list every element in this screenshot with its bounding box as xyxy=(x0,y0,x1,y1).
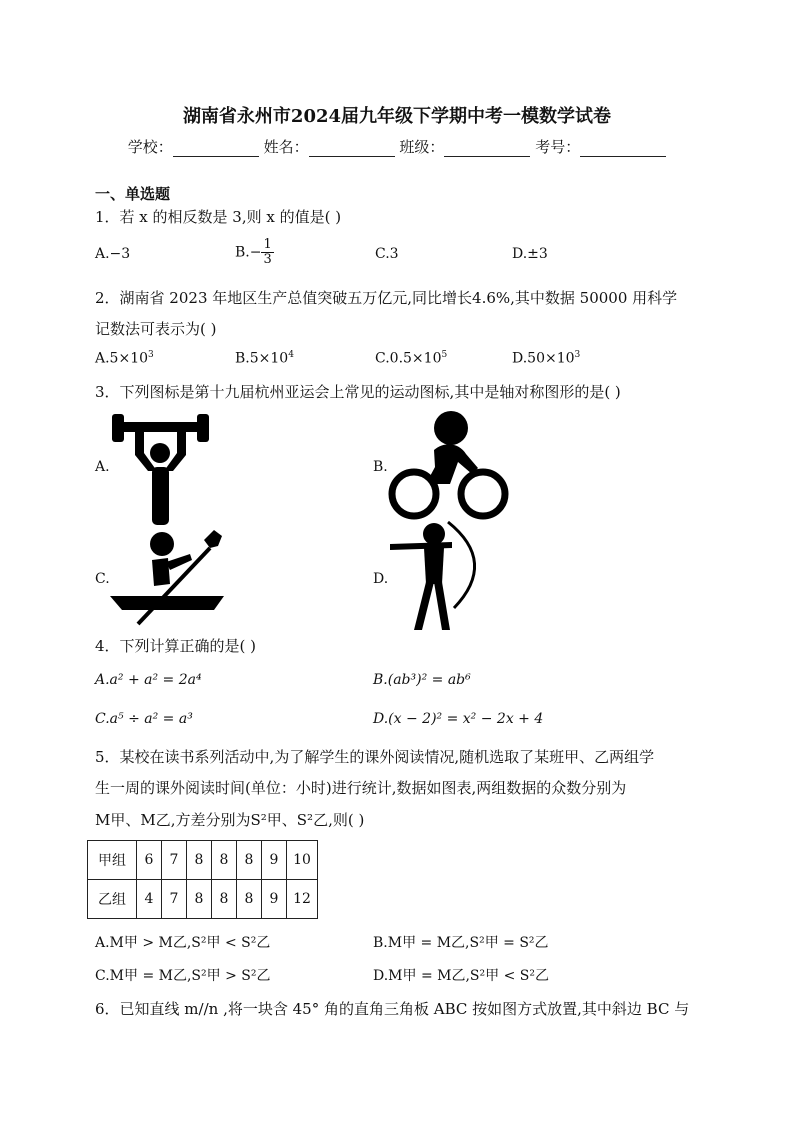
reading-time-table xyxy=(87,840,318,919)
weightlifting-icon xyxy=(108,405,213,525)
table-cell: 8 xyxy=(237,880,262,919)
table-cell: 8 xyxy=(212,880,237,919)
q1-option-b-prefix: B.− xyxy=(235,244,262,261)
table-cell: 10 xyxy=(287,841,318,880)
q5-option-a: A.M甲 > M乙,S²甲 < S²乙 xyxy=(95,935,271,951)
name-blank[interactable] xyxy=(309,140,395,157)
question-5-stem-line1: 5．某校在读书系列活动中,为了解学生的课外阅读情况,随机选取了某班甲、乙两组学 xyxy=(95,748,655,766)
table-cell: 8 xyxy=(212,841,237,880)
q2-option-c xyxy=(375,350,447,367)
q2-option-b-base: B.5×10 xyxy=(235,350,289,367)
q4-option-c: C.a⁵ ÷ a² = a³ xyxy=(95,711,193,727)
archery-icon xyxy=(388,522,490,632)
canoeing-icon xyxy=(110,528,225,628)
question-5-stem-line2: 生一周的课外阅读时间(单位：小时)进行统计,数据如图表,两组数据的众数分别为 xyxy=(95,779,627,797)
q1-option-b xyxy=(235,238,274,267)
q3-option-c: C. xyxy=(95,571,110,587)
table-cell: 9 xyxy=(262,880,287,919)
q3-option-b: B. xyxy=(373,459,388,475)
fraction xyxy=(261,238,273,267)
q1-option-d: D.±3 xyxy=(512,246,548,262)
table-cell: 12 xyxy=(287,880,318,919)
exponent: 3 xyxy=(574,350,581,360)
table-row-label: 乙组 xyxy=(88,880,137,919)
question-3-stem: 3．下列图标是第十九届杭州亚运会上常见的运动图标,其中是轴对称图形的是( ) xyxy=(95,383,621,401)
page-title: 湖南省永州市2024届九年级下学期中考一模数学试卷 xyxy=(182,106,612,127)
q3-option-d: D. xyxy=(373,571,389,587)
number-label: 考号： xyxy=(535,138,581,156)
number-blank[interactable] xyxy=(580,140,666,157)
q2-option-c-base: C.0.5×10 xyxy=(375,350,442,367)
section-heading: 一、单选题 xyxy=(95,185,171,203)
q4-option-d: D.(x − 2)² = x² − 2x + 4 xyxy=(373,711,544,727)
question-5-stem-line3: M甲、M乙,方差分别为S²甲、S²乙,则( ) xyxy=(95,811,365,829)
question-2-stem-line2: 记数法可表示为( ) xyxy=(95,320,217,338)
table-cell: 8 xyxy=(187,841,212,880)
q2-option-d xyxy=(512,350,580,367)
q2-option-d-base: D.50×10 xyxy=(512,350,575,367)
q5-option-c: C.M甲 = M乙,S²甲 > S²乙 xyxy=(95,968,271,984)
table-row-label: 甲组 xyxy=(88,841,137,880)
table-cell: 7 xyxy=(162,841,187,880)
question-1-stem: 1．若 x 的相反数是 3,则 x 的值是( ) xyxy=(95,208,342,226)
school-label: 学校： xyxy=(127,138,173,156)
table-row xyxy=(88,841,318,880)
cycling-icon xyxy=(386,410,511,522)
q5-option-b: B.M甲 = M乙,S²甲 = S²乙 xyxy=(373,935,549,951)
table-cell: 8 xyxy=(237,841,262,880)
table-cell: 7 xyxy=(162,880,187,919)
table-cell: 4 xyxy=(137,880,162,919)
question-4-stem: 4．下列计算正确的是( ) xyxy=(95,637,257,655)
q2-option-a xyxy=(95,350,154,367)
fraction-denominator: 3 xyxy=(263,252,272,267)
exponent: 5 xyxy=(441,350,448,360)
q5-option-d: D.M甲 = M乙,S²甲 < S²乙 xyxy=(373,968,549,984)
q2-option-b xyxy=(235,350,294,367)
student-info-line xyxy=(0,136,794,157)
question-2-stem-line1: 2．湖南省 2023 年地区生产总值突破五万亿元,同比增长4.6%,其中数据 50000 用科学 xyxy=(95,289,678,307)
fraction-numerator: 1 xyxy=(263,237,272,252)
class-blank[interactable] xyxy=(444,140,530,157)
q2-option-a-base: A.5×10 xyxy=(95,350,149,367)
table-row xyxy=(88,880,318,919)
question-6-stem: 6．已知直线 m//n ,将一块含 45° 角的直角三角板 ABC 按如图方式放置,其中斜边 BC 与 xyxy=(95,1000,690,1018)
q3-option-a: A. xyxy=(95,459,110,475)
q4-option-b: B.(ab³)² = ab⁶ xyxy=(373,672,471,688)
table-cell: 6 xyxy=(137,841,162,880)
class-label: 班级： xyxy=(399,138,445,156)
school-blank[interactable] xyxy=(173,140,259,157)
table-cell: 8 xyxy=(187,880,212,919)
q1-option-c: C.3 xyxy=(375,246,399,262)
q4-option-a: A.a² + a² = 2a⁴ xyxy=(95,672,202,688)
q1-option-a: A.−3 xyxy=(95,246,131,262)
table-cell: 9 xyxy=(262,841,287,880)
name-label: 姓名： xyxy=(263,138,309,156)
exponent: 3 xyxy=(148,350,154,360)
exponent: 4 xyxy=(288,350,294,360)
